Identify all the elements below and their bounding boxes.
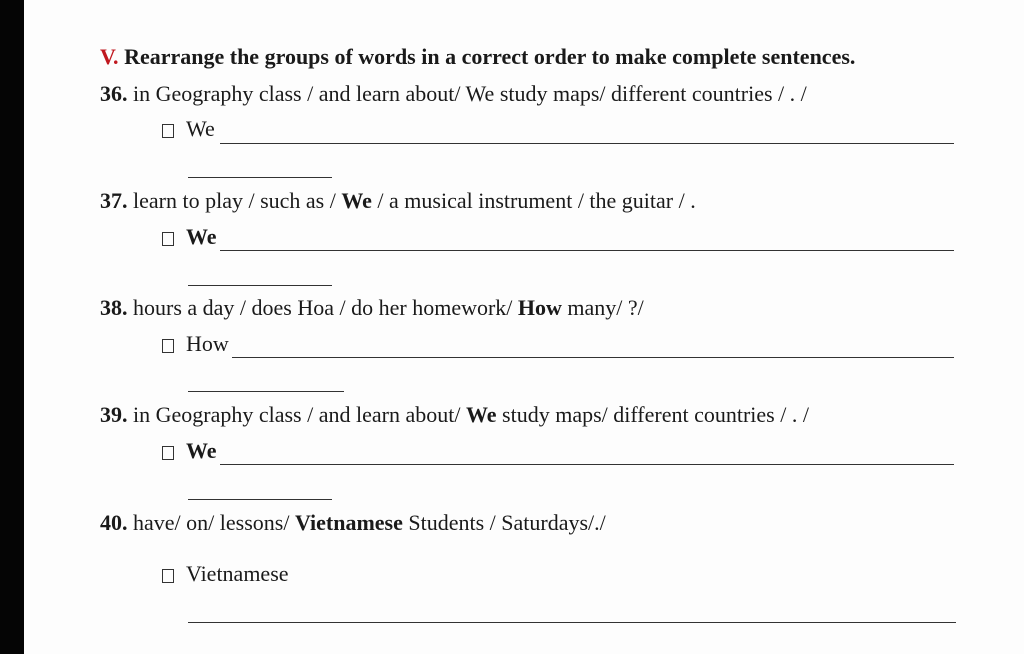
worksheet-page (24, 0, 1024, 654)
question-prompt-part: Students / Saturdays/./ (402, 510, 606, 535)
section-instruction: Rearrange the groups of words in a correct order to make complete sentences. (124, 44, 856, 69)
question-prompt-part: / a musical instrument / the guitar / . (371, 188, 696, 213)
answer-start-text: Vietnamese (186, 561, 289, 586)
answer-input-line[interactable] (220, 464, 954, 465)
answer-continuation-line[interactable] (188, 177, 332, 178)
checkbox-icon[interactable] (162, 569, 174, 583)
page-left-edge (0, 0, 24, 654)
answer-start-text: We (186, 116, 215, 141)
question-prompt: in Geography class / and learn about/ We study maps/ different countries / . / (133, 81, 807, 106)
question-number: 39. (100, 402, 128, 427)
answer-start-text: We (186, 438, 217, 463)
checkbox-icon[interactable] (162, 339, 174, 353)
answer-input-line[interactable] (232, 357, 954, 358)
checkbox-icon[interactable] (162, 124, 174, 138)
question-number: 37. (100, 188, 128, 213)
question-prompt-part: hours a day / does Hoa / do her homework/ (133, 295, 518, 320)
question-prompt-part: study maps/ different countries / . / (496, 402, 809, 427)
question-36 (100, 81, 807, 107)
question-prompt-bold: Vietnamese (294, 510, 403, 535)
question-39 (100, 402, 809, 428)
answer-row-39 (162, 438, 217, 464)
section-number: V. (100, 44, 119, 69)
answer-input-line[interactable] (220, 143, 954, 144)
section-heading (100, 44, 855, 70)
question-prompt-part: learn to play / such as / (133, 188, 342, 213)
question-number: 36. (100, 81, 128, 106)
question-number: 40. (100, 510, 128, 535)
question-38 (100, 295, 644, 321)
question-number: 38. (100, 295, 128, 320)
answer-input-line[interactable] (188, 622, 956, 623)
answer-continuation-line[interactable] (188, 499, 332, 500)
question-37 (100, 188, 696, 214)
question-prompt-bold: We (341, 188, 372, 213)
question-prompt-bold: We (465, 402, 497, 427)
question-prompt-bold: How (517, 295, 562, 320)
checkbox-icon[interactable] (162, 446, 174, 460)
question-prompt-part: many/ ?/ (561, 295, 644, 320)
question-prompt-part: in Geography class / and learn about/ (133, 402, 466, 427)
answer-input-line[interactable] (220, 250, 954, 251)
answer-continuation-line[interactable] (188, 285, 332, 286)
answer-start-text: How (186, 331, 229, 356)
answer-row-40 (162, 561, 289, 587)
checkbox-icon[interactable] (162, 232, 174, 246)
question-prompt-part: have/ on/ lessons/ (133, 510, 295, 535)
question-40 (100, 510, 606, 536)
answer-continuation-line[interactable] (188, 391, 344, 392)
answer-row-36 (162, 116, 215, 142)
answer-row-38 (162, 331, 229, 357)
answer-start-text: We (186, 224, 217, 249)
answer-row-37 (162, 224, 217, 250)
